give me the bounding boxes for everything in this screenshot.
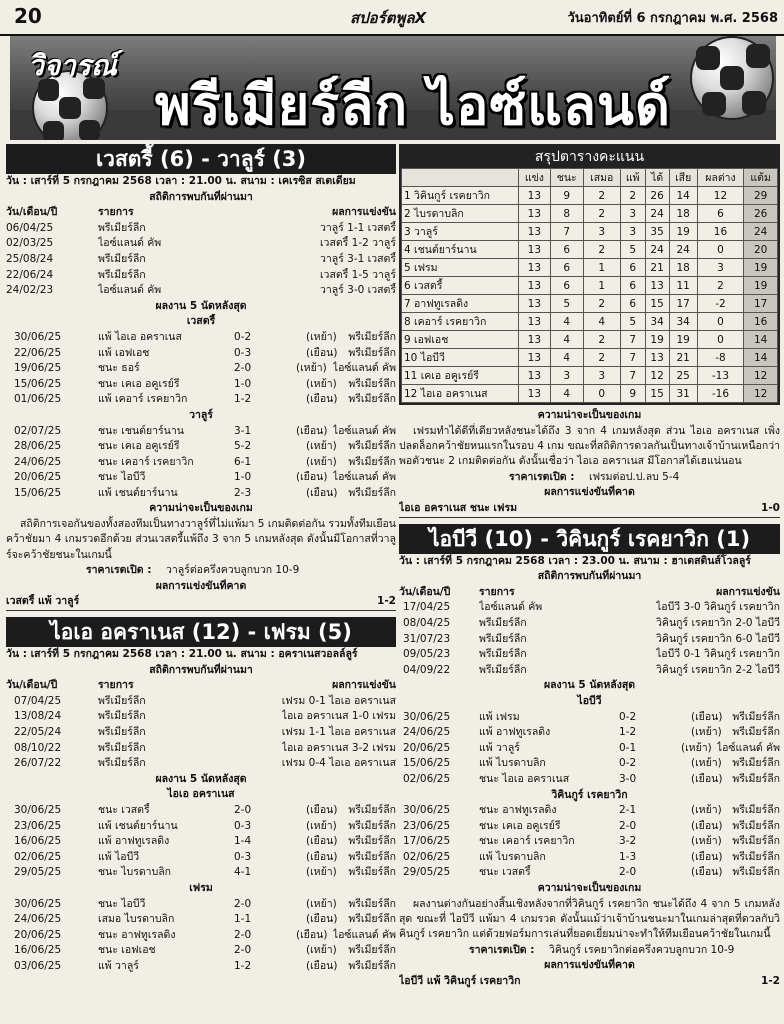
prediction-line: ไอเอ อคราเนส ชนะ เฟรม 1-0: [399, 501, 780, 518]
form-row: 23/06/25 แพ้ เชนต์ยาร์นาน 0-3 (เหย้า) พรีเมียร์ลีก: [14, 819, 396, 832]
cell-won: 6: [550, 277, 583, 295]
cell-lost: 5: [620, 241, 645, 259]
cell-drawn: 3: [583, 223, 620, 241]
cell-points: 17: [744, 295, 778, 313]
standings-row: [402, 277, 778, 295]
form-row: 15/06/25 ชนะ เคเอ อคูเรย์รี 1-0 (เหย้า) พรีเมียร์ลีก: [14, 377, 396, 390]
standings-row: [402, 367, 778, 385]
cell-goal-difference: -13: [697, 367, 744, 385]
form-row: 30/06/25 ชนะ ไอบีวี 2-0 (เหย้า) พรีเมียร์ลีก: [14, 897, 396, 910]
team-a-name: ไอเอ อคราเนส: [167, 788, 235, 801]
h2h-title: สถิติการพบกันที่ผ่านมา: [149, 663, 253, 676]
match-title: ไอบีวี (10) - วิคินกูร์ เรคยาวิก (1): [399, 524, 780, 554]
cell-goal-difference: 6: [697, 205, 744, 223]
form-row: 30/06/25 แพ้ ไอเอ อคราเนส 0-2 (เหย้า) พรีเมียร์ลีก: [14, 330, 396, 343]
form-row: 01/06/25 แพ้ เคอาร์ เรคยาวิก 1-2 (เยือน) พรีเมียร์ลีก: [14, 393, 396, 406]
cell-goals-against: 14: [669, 187, 697, 205]
cell-goals-for: 15: [645, 385, 669, 403]
cell-played: 13: [519, 295, 551, 313]
cell-won: 9: [550, 187, 583, 205]
cell-team: 2 ไบรดาบลิก: [402, 205, 519, 223]
prediction-line: เวสตรี้ แพ้ วาลูร์ 1-2: [6, 594, 396, 611]
cell-goals-against: 25: [669, 367, 697, 385]
form-row: 24/06/25 ชนะ เคอาร์ เรคยาวิก 6-1 (เหย้า) พรีเมียร์ลีก: [14, 455, 396, 468]
h2h-row: 31/07/23 พรีเมียร์ลีก วิคินกูร์ เรคยาวิก 6-0 ไอบีวี: [403, 632, 780, 645]
standings-row: [402, 349, 778, 367]
standings-row: [402, 259, 778, 277]
cell-played: 13: [519, 331, 551, 349]
form-row: 03/06/25 แพ้ วาลูร์ 1-2 (เยือน) พรีเมียร์ลีก: [14, 959, 396, 972]
cell-goals-for: 15: [645, 295, 669, 313]
header-goals-for: ได้: [645, 169, 669, 187]
team-b-form: [399, 803, 780, 881]
h2h-row: 02/03/25 ไอซ์แลนด์ คัพ เวสตรี้ 1-2 วาลูร์: [6, 237, 396, 250]
header-goal-difference: ผลต่าง: [697, 169, 744, 187]
cell-played: 13: [519, 259, 551, 277]
form-row: 20/06/25 ชนะ ไอบีวี 1-0 (เยือน) ไอซ์แลนด์ คัพ: [14, 471, 396, 484]
header-goals-against: เสีย: [669, 169, 697, 187]
cell-played: 13: [519, 187, 551, 205]
cell-drawn: 3: [583, 367, 620, 385]
cell-goals-against: 18: [669, 205, 697, 223]
cell-lost: 3: [620, 205, 645, 223]
right-column: [399, 144, 780, 990]
standings-row: [402, 331, 778, 349]
header-won: ชนะ: [550, 169, 583, 187]
h2h-header: วัน/เดือน/ปี รายการ ผลการแข่งขัน: [399, 585, 780, 598]
cell-goals-for: 19: [645, 331, 669, 349]
cell-team: 11 เคเอ อคูเรย์รี: [402, 367, 519, 385]
cell-lost: 2: [620, 187, 645, 205]
prediction-line: ไอบีวี แพ้ วิคินกูร์ เรคยาวิก 1-2: [399, 975, 780, 988]
cell-goals-against: 31: [669, 385, 697, 403]
cell-points: 19: [744, 277, 778, 295]
cell-team: 12 ไอเอ อคราเนส: [402, 385, 519, 403]
cell-played: 13: [519, 223, 551, 241]
cell-won: 7: [550, 223, 583, 241]
form-row: 30/06/25 ชนะ อาฟทูเรลดิง 2-1 (เหย้า) พรีเมียร์ลีก: [403, 804, 780, 817]
form-row: 02/06/25 แพ้ ไอบีวี 0-3 (เยือน) พรีเมียร์ลีก: [14, 850, 396, 863]
team-a-name: เวสตรี้: [186, 315, 216, 328]
price-line: ราคาเรตเปิด : วาลูร์ต่อครึ่งควบลูกบวก 10-9: [86, 564, 300, 577]
cell-lost: 5: [620, 313, 645, 331]
form-row: 24/06/25 เสมอ ไบรดาบลิก 1-1 (เยือน) พรีเมียร์ลีก: [14, 913, 396, 926]
cell-lost: 7: [620, 331, 645, 349]
cell-goal-difference: 2: [697, 277, 744, 295]
probability-title: ความน่าจะเป็นของเกม: [149, 502, 253, 515]
h2h-row: 13/08/24 พรีเมียร์ลีก ไอเอ อคราเนส 1-0 เฟรม: [14, 710, 396, 723]
cell-team: 6 เวสตรี้: [402, 277, 519, 295]
cell-goals-against: 17: [669, 295, 697, 313]
standings-row: [402, 205, 778, 223]
h2h-title: สถิติการพบกันที่ผ่านมา: [537, 570, 642, 583]
form-row: 29/05/25 ชนะ ไบรดาบลิก 4-1 (เหย้า) พรีเมียร์ลีก: [14, 866, 396, 879]
team-a-form: [399, 710, 780, 788]
cell-goals-for: 12: [645, 367, 669, 385]
cell-drawn: 2: [583, 331, 620, 349]
cell-lost: 9: [620, 385, 645, 403]
cell-goals-for: 35: [645, 223, 669, 241]
cell-team: 4 เชนต์ยาร์นาน: [402, 241, 519, 259]
standings-row: [402, 187, 778, 205]
cell-won: 4: [550, 385, 583, 403]
cell-team: 5 เฟรม: [402, 259, 519, 277]
cell-lost: 6: [620, 277, 645, 295]
cell-points: 24: [744, 223, 778, 241]
cell-points: 12: [744, 385, 778, 403]
cell-won: 3: [550, 367, 583, 385]
cell-points: 12: [744, 367, 778, 385]
form-row: 19/06/25 ชนะ ธอร์ 2-0 (เหย้า) ไอซ์แลนด์ คัพ: [14, 362, 396, 375]
header-points: แต้ม: [744, 169, 778, 187]
match-info: วัน : เสาร์ที่ 5 กรกฎาคม 2568 เวลา : 21.00 น. สนาม : เคเรซิส สเตเดียม: [6, 175, 356, 187]
form-row: 20/06/25 ชนะ อาฟทูเรลดิง 2-0 (เยือน) ไอซ์แลนด์ คัพ: [14, 928, 396, 941]
cell-won: 4: [550, 331, 583, 349]
team-a-form: [6, 803, 396, 881]
cell-drawn: 1: [583, 277, 620, 295]
cell-goals-for: 21: [645, 259, 669, 277]
cell-team: 8 เคอาร์ เรคยาวิก: [402, 313, 519, 331]
cell-goals-for: 24: [645, 241, 669, 259]
cell-goal-difference: -16: [697, 385, 744, 403]
cell-won: 4: [550, 349, 583, 367]
cell-drawn: 2: [583, 205, 620, 223]
h2h-row: 17/04/25 ไอซ์แลนด์ คัพ ไอบีวี 3-0 วิคินกูร์ เรคยาวิก: [403, 601, 780, 614]
cell-won: 6: [550, 259, 583, 277]
football-icon: [690, 36, 774, 120]
cell-goal-difference: 0: [697, 241, 744, 259]
banner-title: พรีเมียร์ลีก ไอซ์แลนด์: [155, 74, 672, 137]
cell-goals-against: 34: [669, 313, 697, 331]
team-b-name: วาลูร์: [189, 408, 213, 421]
cell-drawn: 2: [583, 349, 620, 367]
h2h-row: 08/10/22 พรีเมียร์ลีก ไอเอ อคราเนส 3-2 เฟรม: [14, 741, 396, 754]
h2h-row: 07/04/25 พรีเมียร์ลีก เฟรม 0-1 ไอเอ อคราเนส: [14, 694, 396, 707]
h2h-row: 09/05/23 พรีเมียร์ลีก ไอบีวี 0-1 วิคินกูร์ เรคยาวิก: [403, 648, 780, 661]
cell-goal-difference: 0: [697, 331, 744, 349]
cell-points: 20: [744, 241, 778, 259]
cell-drawn: 4: [583, 313, 620, 331]
cell-points: 29: [744, 187, 778, 205]
probability-text: สถิติการเจอกันของทั้งสองทีมเป็นทางวาลูร์ที่ไม่แพ้มา 5 เกมติดต่อกัน รวมทั้งทีมเยือนคว้าชัยมา 4 เกมรวดอีกด้วย ส่วนเวสตรี้แพ้ถึง 3 จาก 5 เกมหลังสุด ดังนั้นมีโอกาสที่วาลูร์จะคว้าชัยชนะในเกมนี้: [6, 518, 396, 561]
standings-row: [402, 223, 778, 241]
form-row: 30/06/25 ชนะ เวสตรี้ 2-0 (เยือน) พรีเมียร์ลีก: [14, 804, 396, 816]
form-row: 20/06/25 แพ้ วาลูร์ 0-1 (เหย้า) ไอซ์แลนด์ คัพ: [403, 741, 780, 754]
cell-goals-against: 19: [669, 331, 697, 349]
cell-goal-difference: -8: [697, 349, 744, 367]
team-b-name: วิคินกูร์ เรคยาวิก: [551, 788, 628, 801]
cell-goals-against: 11: [669, 277, 697, 295]
cell-played: 13: [519, 205, 551, 223]
cell-goal-difference: 3: [697, 259, 744, 277]
cell-points: 16: [744, 313, 778, 331]
cell-team: 9 เอฟเอช: [402, 331, 519, 349]
header-lost: แพ้: [620, 169, 645, 187]
cell-won: 5: [550, 295, 583, 313]
cell-lost: 6: [620, 259, 645, 277]
cell-team: 10 ไอบีวี: [402, 349, 519, 367]
team-b-form: [6, 897, 396, 975]
form-row: 24/06/25 แพ้ อาฟทูเรลดิง 1-2 (เหย้า) พรีเมียร์ลีก: [403, 726, 780, 739]
cell-points: 14: [744, 349, 778, 367]
cell-goals-for: 24: [645, 205, 669, 223]
standings-table: [399, 144, 780, 405]
form-row: 16/06/25 แพ้ อาฟทูเรลดิง 1-4 (เยือน) พรีเมียร์ลีก: [14, 835, 396, 848]
form-row: 22/06/25 แพ้ เอฟเอช 0-3 (เยือน) พรีเมียร์ลีก: [14, 346, 396, 359]
h2h-row: 08/04/25 พรีเมียร์ลีก วิคินกูร์ เรคยาวิก 2-0 ไอบีวี: [403, 616, 780, 629]
cell-lost: 6: [620, 295, 645, 313]
cell-drawn: 1: [583, 259, 620, 277]
form-row: 15/06/25 แพ้ ไบรดาบลิก 0-2 (เหย้า) พรีเมียร์ลีก: [403, 757, 780, 770]
form-row: 02/07/25 ชนะ เชนต์ยาร์นาน 3-1 (เยือน) ไอซ์แลนด์ คัพ: [14, 424, 396, 437]
h2h-title: สถิติการพบกันที่ผ่านมา: [149, 190, 253, 203]
form-row: 02/06/25 แพ้ ไบรดาบลิก 1-3 (เยือน) พรีเมียร์ลีก: [403, 850, 780, 863]
form-row: 28/06/25 ชนะ เคเอ อคูเรย์รี 5-2 (เหย้า) พรีเมียร์ลีก: [14, 440, 396, 453]
h2h-header: วัน/เดือน/ปี รายการ ผลการแข่งขัน: [6, 206, 396, 219]
h2h-row: 22/06/24 พรีเมียร์ลีก เวสตรี้ 1-5 วาลูร์: [6, 268, 396, 281]
h2h-row: 24/02/23 ไอซ์แลนด์ คัพ วาลูร์ 3-0 เวสตรี้: [6, 284, 396, 297]
prediction-title: ผลการแข่งขันที่คาด: [544, 959, 635, 972]
cell-played: 13: [519, 241, 551, 259]
cell-drawn: 2: [583, 295, 620, 313]
h2h-list: [6, 221, 396, 299]
cell-team: 3 วาลูร์: [402, 223, 519, 241]
match-info: วัน : เสาร์ที่ 5 กรกฎาคม 2568 เวลา : 23.00 น. สนาม : ฮาเตสตินส์โวลลูร์: [399, 554, 751, 567]
left-column: [6, 144, 396, 975]
team-a-form: [6, 330, 396, 408]
h2h-row: 22/05/24 พรีเมียร์ลีก เฟรม 1-1 ไอเอ อคราเนส: [14, 726, 396, 739]
header-team: [402, 169, 519, 187]
cell-played: 13: [519, 367, 551, 385]
standings-row: [402, 385, 778, 403]
standings-grid: [401, 168, 778, 403]
cell-played: 13: [519, 277, 551, 295]
page-number: 20: [14, 4, 42, 28]
form-row: 30/06/25 แพ้ เฟรม 0-2 (เยือน) พรีเมียร์ลีก: [403, 710, 780, 723]
probability-title: ความน่าจะเป็นของเกม: [537, 882, 642, 895]
cell-lost: 7: [620, 349, 645, 367]
cell-won: 4: [550, 313, 583, 331]
form-title: ผลงาน 5 นัดหลังสุด: [155, 772, 247, 785]
cell-played: 13: [519, 313, 551, 331]
cell-played: 13: [519, 349, 551, 367]
header-played: แข่ง: [519, 169, 551, 187]
standings-header-row: [402, 169, 778, 187]
section-banner: [10, 36, 776, 140]
cell-drawn: 0: [583, 385, 620, 403]
prediction-title: ผลการแข่งขันที่คาด: [544, 486, 635, 499]
cell-goal-difference: -2: [697, 295, 744, 313]
cell-goal-difference: 12: [697, 187, 744, 205]
team-b-name: เฟรม: [189, 881, 213, 894]
form-row: 17/06/25 ชนะ เคอาร์ เรคยาวิก 3-2 (เหย้า) พรีเมียร์ลีก: [403, 835, 780, 848]
h2h-row: 06/04/25 พรีเมียร์ลีก วาลูร์ 1-1 เวสตรี้: [6, 221, 396, 234]
issue-date: วันอาทิตย์ที่ 6 กรกฎาคม พ.ศ. 2568: [567, 11, 778, 26]
h2h-list: [6, 694, 396, 772]
price-line: ราคาเรตเปิด : วิคินกูร์ เรคยาวิกต่อครึ่งควบลูกบวก 10-9: [469, 943, 735, 956]
match-title: ไอเอ อคราเนส (12) - เฟรม (5): [6, 617, 396, 647]
standings-row: [402, 313, 778, 331]
cell-won: 8: [550, 205, 583, 223]
cell-played: 13: [519, 385, 551, 403]
cell-won: 6: [550, 241, 583, 259]
form-row: 23/06/25 ชนะ เคเอ อคูเรย์รี 2-0 (เยือน) พรีเมียร์ลีก: [403, 819, 780, 832]
probability-title: ความน่าจะเป็นของเกม: [537, 409, 642, 421]
standings-row: [402, 241, 778, 259]
cell-points: 14: [744, 331, 778, 349]
h2h-list: [399, 600, 780, 678]
cell-goals-for: 34: [645, 313, 669, 331]
price-line: ราคาเรตเปิด : เฟรมต่อป.ป.ลบ 5-4: [509, 470, 680, 483]
cell-goal-difference: 0: [697, 313, 744, 331]
form-row: 02/06/25 ชนะ ไอเอ อคราเนส 3-0 (เยือน) พรีเมียร์ลีก: [403, 772, 780, 785]
h2h-header: วัน/เดือน/ปี รายการ ผลการแข่งขัน: [6, 679, 396, 692]
h2h-row: 26/07/22 พรีเมียร์ลีก เฟรม 0-4 ไอเอ อคราเนส: [14, 757, 396, 770]
cell-lost: 3: [620, 223, 645, 241]
h2h-row: 04/09/22 พรีเมียร์ลีก วิคินกูร์ เรคยาวิก 2-2 ไอบีวี: [403, 663, 780, 676]
prediction-title: ผลการแข่งขันที่คาด: [155, 579, 247, 592]
standings-row: [402, 295, 778, 313]
cell-team: 7 อาฟทูเรลดิง: [402, 295, 519, 313]
banner-tag: วิจารณ์: [28, 49, 117, 82]
publication-logo: สปอร์ตพูลX: [350, 9, 427, 27]
cell-goal-difference: 16: [697, 223, 744, 241]
cell-points: 26: [744, 205, 778, 223]
team-b-form: [6, 424, 396, 502]
cell-drawn: 2: [583, 241, 620, 259]
page-header: [0, 0, 784, 36]
cell-goals-against: 18: [669, 259, 697, 277]
cell-goals-against: 19: [669, 223, 697, 241]
cell-lost: 7: [620, 367, 645, 385]
form-title: ผลงาน 5 นัดหลังสุด: [543, 679, 636, 692]
header-drawn: เสมอ: [583, 169, 620, 187]
cell-points: 19: [744, 259, 778, 277]
match-title: เวสตรี้ (6) - วาลูร์ (3): [6, 144, 396, 174]
form-row: 15/06/25 แพ้ เชนต์ยาร์นาน 2-3 (เยือน) พรีเมียร์ลีก: [14, 486, 396, 499]
team-a-name: ไอบีวี: [577, 694, 602, 707]
cell-goals-for: 13: [645, 349, 669, 367]
cell-goals-for: 26: [645, 187, 669, 205]
standings-title: สรุปตารางคะแนน: [401, 146, 778, 168]
form-row: 29/05/25 ชนะ เวสตรี้ 2-0 (เยือน) พรีเมียร์ลีก: [403, 866, 780, 879]
probability-text: เฟรมทำได้ดีที่เดียวหลังชนะได้ถึง 3 จาก 4 เกมหลังสุด ส่วน ไอเอ อคราเนส เพิ่งปลดล็อกคว้าชัยหนแรกในรอบ 4 เกม ขณะที่สถิติการดวลกันเป็นทางเจ้าบ้านเหนือกว่าพอตัวชนะ 2 เกมติดต่อกัน ดังนั้นเชื่อว่า ไอเอ อคราเนส มีโอกาสได้เฮแน่นอน: [399, 424, 780, 468]
cell-goals-against: 24: [669, 241, 697, 259]
form-title: ผลงาน 5 นัดหลังสุด: [155, 299, 247, 312]
match-info: วัน : เสาร์ที่ 5 กรกฎาคม 2568 เวลา : 21.00 น. สนาม : อคราเนสวอลล์ลูร์: [6, 648, 358, 661]
form-row: 16/06/25 ชนะ เอฟเอช 2-0 (เหย้า) พรีเมียร์ลีก: [14, 944, 396, 957]
cell-goals-against: 21: [669, 349, 697, 367]
cell-goals-for: 13: [645, 277, 669, 295]
cell-team: 1 วิคินกูร์ เรคยาวิก: [402, 187, 519, 205]
h2h-row: 25/08/24 พรีเมียร์ลีก วาลูร์ 3-1 เวสตรี้: [6, 252, 396, 265]
probability-text: ผลงานต่างกันอย่างสิ้นเชิงหลังจากที่วิคินกูร์ เรคยาวิก ชนะได้ถึง 4 จาก 5 เกมหลังสุด ขณะที่ ไอบีวี แพ้มา 4 เกมรวด ดังนั้นแม้ว่าเจ้าบ้านชนะมาในเกมล่าสุดที่ดวลกับวิคินกูร์ เรคยาวิก แต่ด้วยฟอร์มการเล่นที่ยอดเยี่ยมน่าจะทำให้ทีมเยือนคว้าชัยในเกมนี้: [399, 897, 780, 941]
cell-drawn: 2: [583, 187, 620, 205]
